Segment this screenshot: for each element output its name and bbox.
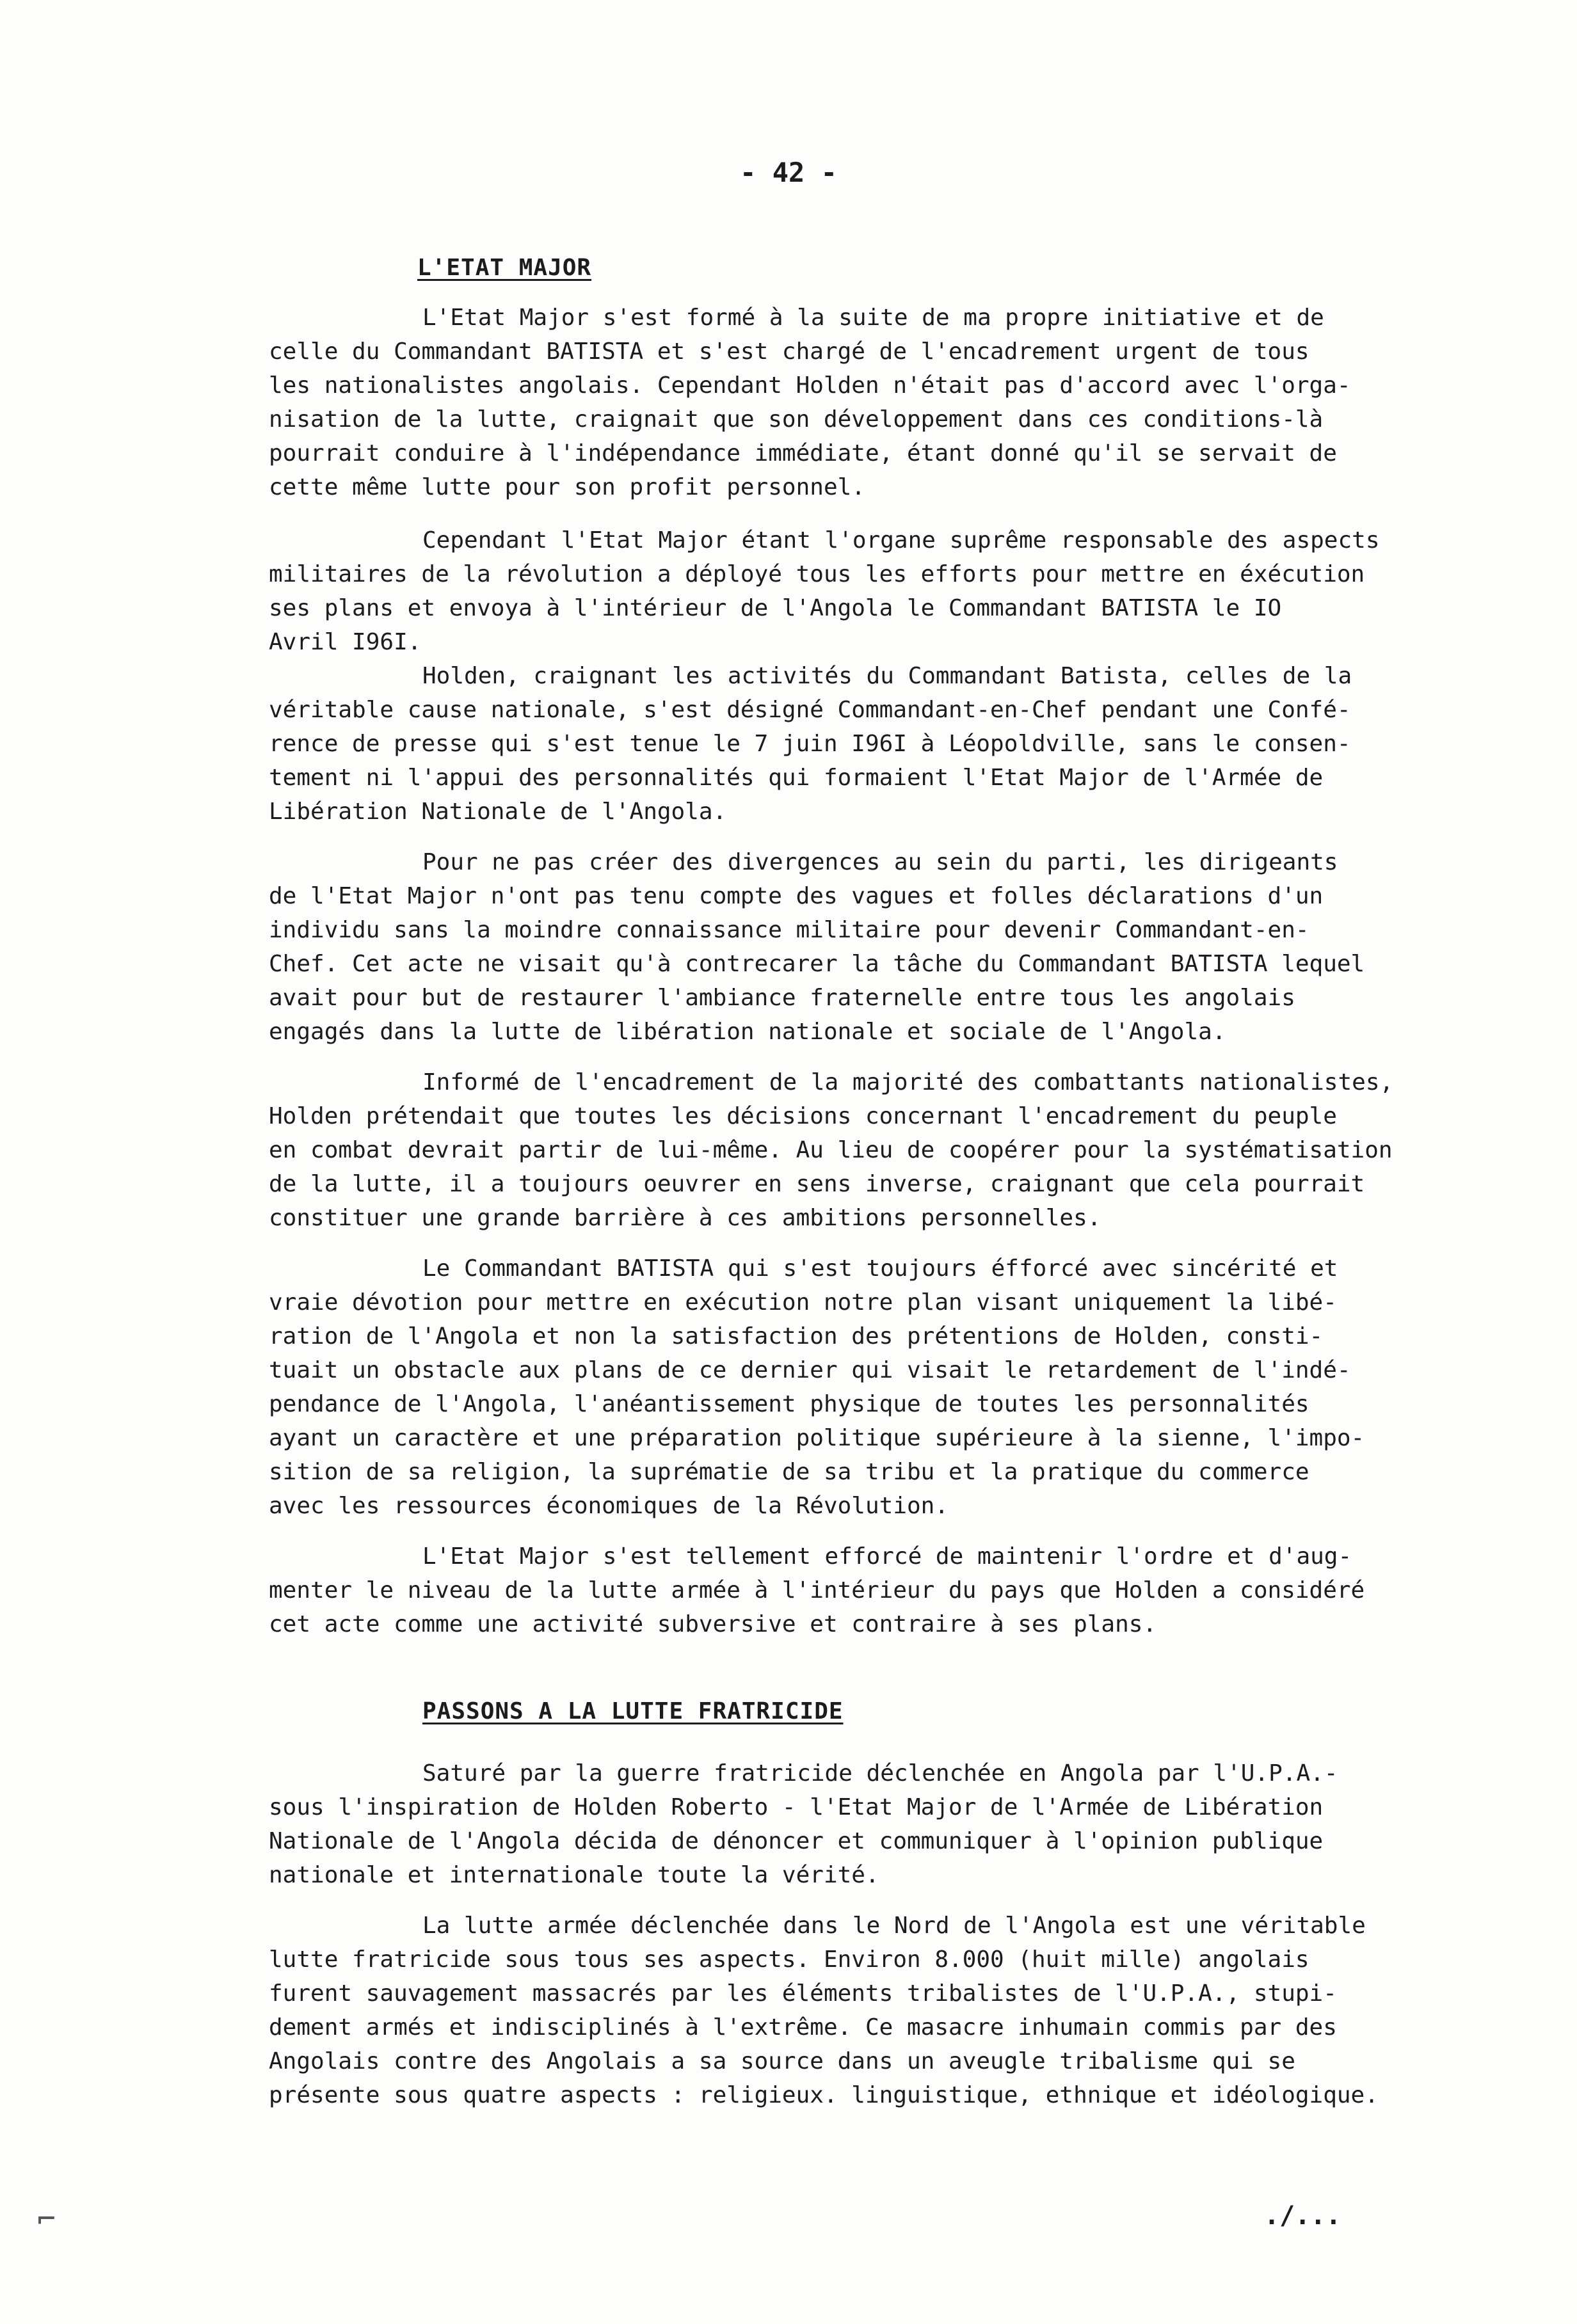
text-line: avait pour but de restaurer l'ambiance fraternelle entre tous les angolais — [269, 985, 1295, 1011]
text-line: cette même lutte pour son profit personnel. — [269, 474, 865, 500]
text-line: nisation de la lutte, craignait que son développement dans ces conditions-là — [269, 406, 1324, 433]
text-line: avec les ressources économiques de la Révolution. — [269, 1493, 949, 1519]
text-line: pourrait conduire à l'indépendance immédiate, étant donné qu'il se servait de — [269, 440, 1337, 466]
margin-mark: ⌐ — [37, 2201, 56, 2237]
section-heading-etat-major: L'ETAT MAJOR — [417, 255, 592, 281]
section-lutte-fratricide — [269, 1756, 1504, 2112]
text-line: Nationale de l'Angola décida de dénoncer et communiquer à l'opinion publique — [269, 1828, 1324, 1854]
text-line: véritable cause nationale, s'est désigné Commandant-en-Chef pendant une Confé- — [269, 697, 1351, 723]
text-line: menter le niveau de la lutte armée à l'intérieur du pays que Holden a considéré — [269, 1577, 1365, 1604]
text-line: Saturé par la guerre fratricide déclenchée en Angola par l'U.P.A.- — [422, 1760, 1338, 1787]
text-line: L'Etat Major s'est tellement efforcé de maintenir l'ordre et d'aug- — [422, 1543, 1352, 1570]
text-line: les nationalistes angolais. Cependant Holden n'était pas d'accord avec l'orga- — [269, 372, 1351, 399]
text-line: cet acte comme une activité subversive et contraire à ses plans. — [269, 1611, 1157, 1637]
text-line: L'Etat Major s'est formé à la suite de ma propre initiative et de — [422, 305, 1324, 331]
text-line: ration de l'Angola et non la satisfaction des prétentions de Holden, consti- — [269, 1323, 1324, 1349]
text-line: engagés dans la lutte de libération nationale et sociale de l'Angola. — [269, 1019, 1226, 1045]
text-line: vraie dévotion pour mettre en exécution notre plan visant uniquement la libé- — [269, 1289, 1337, 1316]
text-line: Pour ne pas créer des divergences au sein du parti, les dirigeants — [422, 849, 1338, 875]
text-line: rence de presse qui s'est tenue le 7 juin I96I à Léopoldville, sans le consen- — [269, 731, 1351, 757]
paragraph-2 — [269, 523, 1504, 659]
text-line: La lutte armée déclenchée dans le Nord de l'Angola est une véritable — [422, 1913, 1366, 1939]
text-line: Libération Nationale de l'Angola. — [269, 799, 727, 825]
text-line: celle du Commandant BATISTA et s'est chargé de l'encadrement urgent de tous — [269, 338, 1309, 365]
text-line: de la lutte, il a toujours oeuvrer en sens inverse, craignant que cela pourrait — [269, 1171, 1365, 1197]
text-line: Avril I96I. — [269, 629, 422, 655]
text-line: présente sous quatre aspects : religieux. linguistique, ethnique et idéologique. — [269, 2082, 1379, 2108]
paragraph-9 — [269, 1909, 1504, 2112]
text-line: sition de sa religion, la suprématie de sa tribu et la pratique du commerce — [269, 1459, 1309, 1485]
section-etat-major — [269, 301, 1504, 1641]
text-line: militaires de la révolution a déployé tous les efforts pour mettre en éxécution — [269, 561, 1365, 587]
text-line: ses plans et envoya à l'intérieur de l'Angola le Commandant BATISTA le IO — [269, 595, 1282, 621]
text-line: en combat devrait partir de lui-même. Au lieu de coopérer pour la systématisation — [269, 1137, 1393, 1163]
paragraph-1 — [269, 301, 1504, 504]
text-line: Angolais contre des Angolais a sa source dans un aveugle tribalisme qui se — [269, 2048, 1295, 2074]
text-line: individu sans la moindre connaissance militaire pour devenir Commandant-en- — [269, 917, 1309, 943]
paragraph-3 — [269, 659, 1504, 829]
text-line: tement ni l'appui des personnalités qui formaient l'Etat Major de l'Armée de — [269, 765, 1324, 791]
paragraph-7 — [269, 1540, 1504, 1641]
text-line: sous l'inspiration de Holden Roberto - l'Etat Major de l'Armée de Libération — [269, 1794, 1324, 1820]
section-heading-lutte-fratricide: PASSONS A LA LUTTE FRATRICIDE — [422, 1698, 844, 1724]
paragraph-8 — [269, 1756, 1504, 1892]
paragraph-4 — [269, 845, 1504, 1049]
text-line: nationale et internationale toute la vérité. — [269, 1862, 879, 1888]
paragraph-6 — [269, 1252, 1504, 1523]
text-line: Holden, craignant les activités du Commandant Batista, celles de la — [422, 663, 1352, 689]
text-line: Informé de l'encadrement de la majorité des combattants nationalistes, — [422, 1069, 1394, 1095]
text-line: ayant un caractère et une préparation politique supérieure à la sienne, l'impo- — [269, 1425, 1365, 1451]
text-line: Chef. Cet acte ne visait qu'à contrecarer la tâche du Commandant BATISTA lequel — [269, 951, 1365, 977]
paragraph-5 — [269, 1065, 1504, 1235]
text-line: Le Commandant BATISTA qui s'est toujours éfforcé avec sincérité et — [422, 1255, 1338, 1282]
text-line: constituer une grande barrière à ces ambitions personnelles. — [269, 1205, 1101, 1231]
text-line: de l'Etat Major n'ont pas tenu compte des vagues et folles déclarations d'un — [269, 883, 1324, 909]
continuation-mark: ./... — [1264, 2201, 1341, 2231]
text-line: tuait un obstacle aux plans de ce dernier qui visait le retardement de l'indé- — [269, 1357, 1351, 1383]
text-line: lutte fratricide sous tous ses aspects. Environ 8.000 (huit mille) angolais — [269, 1946, 1309, 1973]
text-line: furent sauvagement massacrés par les éléments tribalistes de l'U.P.A., stupi- — [269, 1980, 1337, 2007]
text-line: pendance de l'Angola, l'anéantissement physique de toutes les personnalités — [269, 1391, 1309, 1417]
text-line: dement armés et indisciplinés à l'extrême. Ce masacre inhumain commis par des — [269, 2014, 1337, 2041]
page-number: - 42 - — [740, 157, 837, 188]
text-line: Holden prétendait que toutes les décisions concernant l'encadrement du peuple — [269, 1103, 1337, 1129]
text-line: Cependant l'Etat Major étant l'organe suprême responsable des aspects — [422, 527, 1380, 553]
